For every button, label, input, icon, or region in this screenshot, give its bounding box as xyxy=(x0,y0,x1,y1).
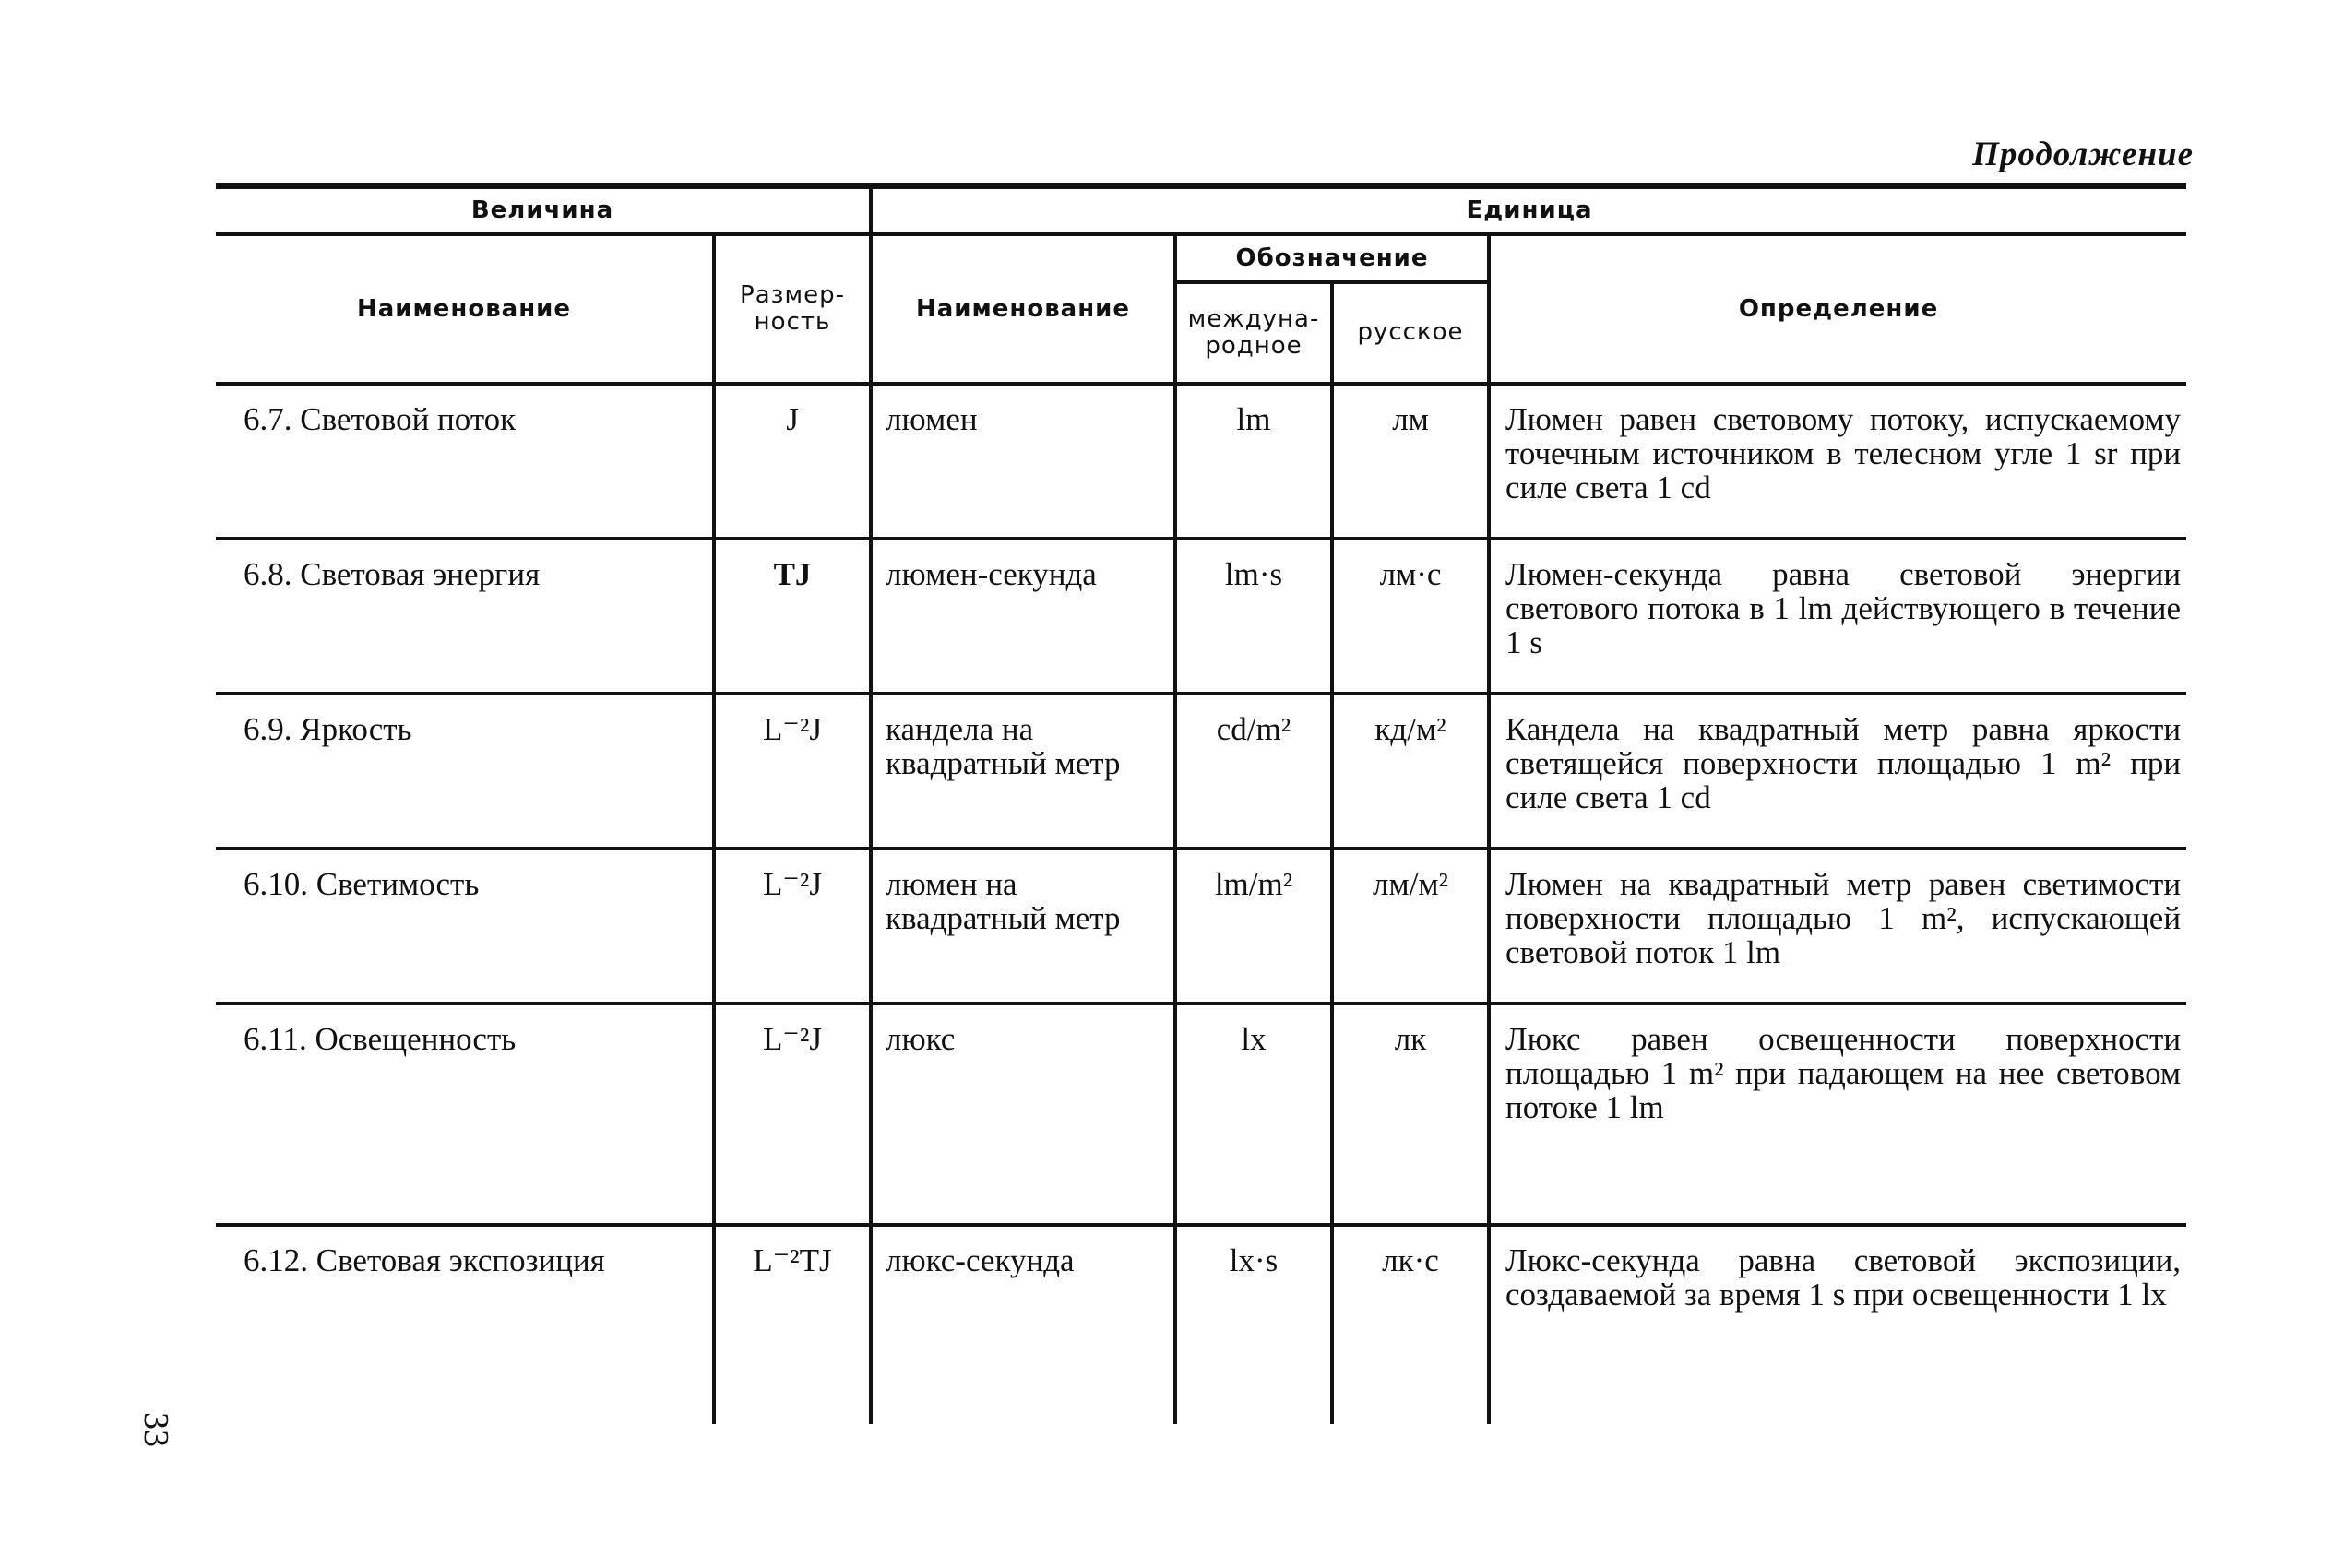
table-body xyxy=(216,384,2186,1424)
quantity-name: 6.10. Светимость xyxy=(216,849,714,1004)
unit-symbol-international: lm xyxy=(1175,384,1332,539)
header-unit-name: Наименование xyxy=(871,234,1175,384)
table-row xyxy=(216,694,2186,849)
quantity-name: 6.9. Яркость xyxy=(216,694,714,849)
unit-definition: Кандела на квадратный метр равна яркости светящейся поверхности площадью 1 m² при силе света 1 cd xyxy=(1489,694,2186,849)
quantity-dimension: L⁻²TJ xyxy=(714,1225,871,1424)
quantity-dimension: TJ xyxy=(714,539,871,694)
unit-symbol-international: lm·s xyxy=(1175,539,1332,694)
unit-definition: Люкс равен освещенности поверхности площадью 1 m² при падающем на нее световом потоке 1 lm xyxy=(1489,1004,2186,1225)
table-row xyxy=(216,1004,2186,1225)
unit-name: люмен на квадратный метр xyxy=(871,849,1175,1004)
unit-symbol-international: lx·s xyxy=(1175,1225,1332,1424)
quantity-dimension: J xyxy=(714,384,871,539)
unit-symbol-international: lm/m² xyxy=(1175,849,1332,1004)
unit-symbol-russian: кд/м² xyxy=(1332,694,1489,849)
quantity-name: 6.12. Световая экспозиция xyxy=(216,1225,714,1424)
table-row xyxy=(216,849,2186,1004)
header-unit: Единица xyxy=(871,186,2186,234)
units-table xyxy=(216,183,2186,1424)
quantity-dimension: L⁻²J xyxy=(714,1004,871,1225)
unit-symbol-russian: лм·с xyxy=(1332,539,1489,694)
quantity-dimension: L⁻²J xyxy=(714,849,871,1004)
unit-name: люкс xyxy=(871,1004,1175,1225)
header-symbol-russian: русское xyxy=(1332,282,1489,384)
page-number: 33 xyxy=(137,1412,175,1447)
table-row xyxy=(216,384,2186,539)
quantity-name: 6.11. Освещенность xyxy=(216,1004,714,1225)
header-symbol-international: междуна- родное xyxy=(1175,282,1332,384)
header-quantity-name: Наименование xyxy=(356,294,572,323)
unit-definition: Люкс-секунда равна световой экспозиции, создаваемой за время 1 s при освещенности 1 lx xyxy=(1489,1225,2186,1424)
header-unit-symbol: Обозначение xyxy=(1175,234,1489,282)
unit-name: кандела на квадратный метр xyxy=(871,694,1175,849)
header-unit-definition: Определение xyxy=(1489,234,2186,384)
header-quantity-dimension: Размер- ность xyxy=(714,234,871,384)
quantity-name: 6.7. Световой поток xyxy=(216,384,714,539)
table-header xyxy=(216,186,2186,384)
unit-symbol-russian: лк·с xyxy=(1332,1225,1489,1424)
unit-symbol-international: lx xyxy=(1175,1004,1332,1225)
unit-symbol-international: cd/m² xyxy=(1175,694,1332,849)
unit-symbol-russian: лк xyxy=(1332,1004,1489,1225)
unit-name: люкс-секунда xyxy=(871,1225,1175,1424)
units-table-container xyxy=(216,183,2186,1424)
header-quantity: Величина xyxy=(216,186,871,234)
unit-name: люмен-секунда xyxy=(871,539,1175,694)
unit-symbol-russian: лм xyxy=(1332,384,1489,539)
unit-symbol-russian: лм/м² xyxy=(1332,849,1489,1004)
unit-definition: Люмен на квадратный метр равен светимости поверхности площадью 1 m², испускающей световой поток 1 lm xyxy=(1489,849,2186,1004)
quantity-name: 6.8. Световая энергия xyxy=(216,539,714,694)
unit-name: люмен xyxy=(871,384,1175,539)
continued-label: Продолжение xyxy=(1972,136,2194,173)
table-row xyxy=(216,1225,2186,1424)
table-row xyxy=(216,539,2186,694)
unit-definition: Люмен равен световому потоку, испускаемому точечным источником в телесном угле 1 sr при силе света 1 cd xyxy=(1489,384,2186,539)
unit-definition: Люмен-секунда равна световой энергии светового потока в 1 lm действующего в течение 1 s xyxy=(1489,539,2186,694)
quantity-dimension: L⁻²J xyxy=(714,694,871,849)
